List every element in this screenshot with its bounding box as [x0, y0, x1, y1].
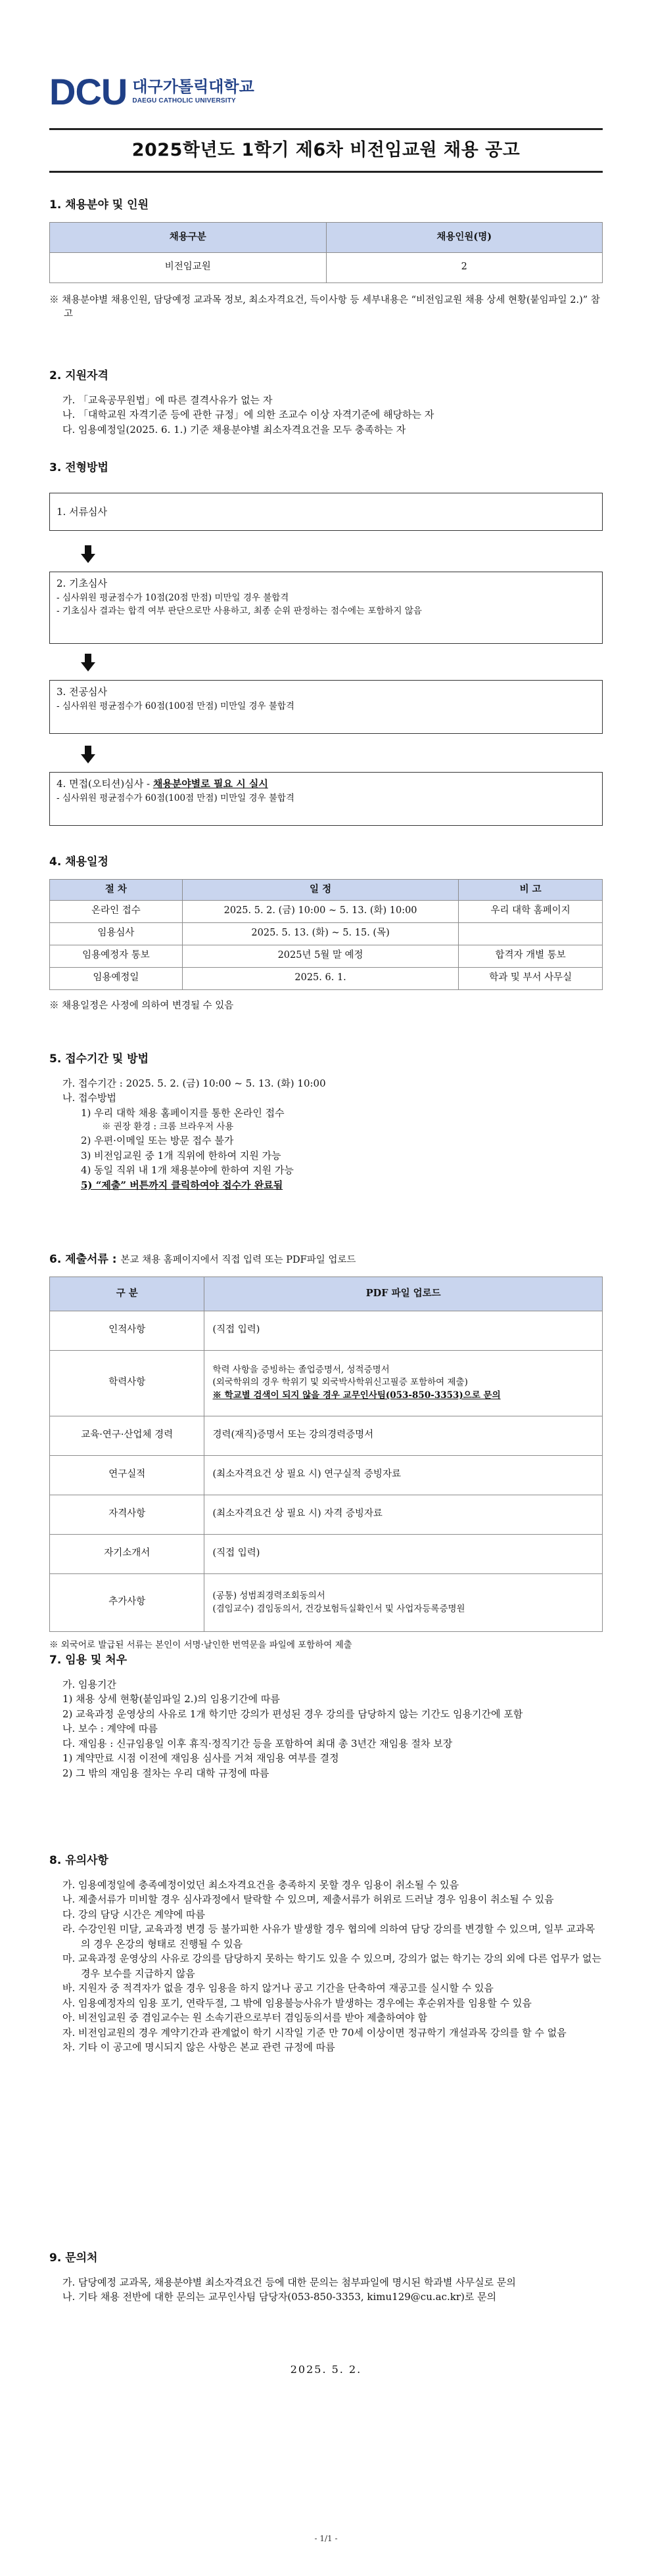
- section-heading: 3. 전형방법: [49, 461, 108, 474]
- list-item: 다. 강의 담당 시간은 계약에 따름: [62, 1908, 205, 1920]
- down-arrow-icon: [81, 746, 95, 764]
- list-item: 4) 동일 직위 내 1개 채용분야에 한하여 지원 가능: [81, 1164, 294, 1177]
- table-header: 일 정: [182, 879, 459, 900]
- logo-name-en: DAEGU CATHOLIC UNIVERSITY: [132, 97, 236, 104]
- list-item: 2) 우편·이메일 또는 방문 접수 불가: [81, 1135, 234, 1147]
- note: ※ 외국어로 발급된 서류는 본인이 서명·날인한 번역문을 파일에 포함하여 제출: [49, 1639, 352, 1650]
- section-qualifications: [49, 368, 603, 437]
- section-schedule: [49, 854, 603, 1013]
- table-cell: 자기소개서: [50, 1534, 204, 1573]
- table-cell: 추가사항: [50, 1573, 204, 1631]
- list-item: 5) “제출” 버튼까지 클릭하여야 접수가 완료됨: [81, 1179, 283, 1191]
- step-label: 4. 면접(오티션)심사 -: [57, 778, 153, 790]
- list-item: 라. 수강인원 미달, 교육과정 변경 등 불가피한 사유가 발생할 경우 협의에 의하여 담당 강의를 변경할 수 있으며, 일부 교과목의 경우 온강의 형태로 진행될 수 있음: [62, 1923, 595, 1950]
- documents-table: [49, 1277, 603, 1632]
- section-contact: [49, 2250, 603, 2305]
- list-item: 가. 임용기간: [62, 1678, 116, 1690]
- table-cell: (직접 입력): [204, 1311, 603, 1350]
- title-box: [49, 128, 603, 173]
- step-label: 2. 기초심사: [57, 577, 108, 589]
- section-recruitment-field: [49, 197, 603, 322]
- table-cell: (최소자격요건 상 필요 시) 자격 증빙자료: [204, 1495, 603, 1534]
- table-cell: (최소자격요건 상 필요 시) 연구실적 증빙자료: [204, 1455, 603, 1495]
- table-cell: 임용예정일: [50, 967, 183, 989]
- section-application: [49, 1051, 603, 1192]
- table-cell: 임용심사: [50, 922, 183, 945]
- step-label: 1. 서류심사: [57, 505, 108, 518]
- table-cell: 비전임교원: [50, 252, 327, 282]
- page-number: - 1/1 -: [314, 2534, 338, 2543]
- section-appointment: [49, 1652, 603, 1780]
- step-detail: - 심사위원 평균점수가 60점(100점 만점) 미만일 경우 불합격: [57, 792, 294, 803]
- list-item: 차. 기타 이 공고에 명시되지 않은 사항은 본교 관련 규정에 따름: [62, 2041, 335, 2053]
- list-item: 나. 「대학교원 자격기준 등에 관한 규정」에 의한 조교수 이상 자격기준에 해당하는 자: [62, 409, 434, 420]
- announcement-date: 2025. 5. 2.: [290, 2363, 362, 2376]
- section-screening: [49, 460, 603, 485]
- list-item: 나. 보수 : 계약에 따름: [62, 1723, 158, 1734]
- list-item: 3) 비전임교원 중 1개 직위에 한하여 지원 가능: [81, 1149, 281, 1162]
- logo-name-ko: 대구가톨릭대학교: [132, 78, 254, 97]
- table-cell: 자격사항: [50, 1495, 204, 1534]
- table-cell: 연구실적: [50, 1455, 204, 1495]
- list-item: 가. 「교육공무원법」에 따른 결격사유가 없는 자: [62, 394, 273, 406]
- section-documents: [49, 1252, 603, 1652]
- step-major-review: [49, 680, 603, 734]
- table-cell: 합격자 개별 통보: [459, 945, 603, 967]
- step-detail: - 기초심사 결과는 합격 여부 판단으로만 사용하고, 최종 순위 판정하는 점수에는 포함하지 않음: [57, 605, 422, 616]
- table-header: 절 차: [50, 879, 183, 900]
- table-header: PDF 파일 업로드: [204, 1277, 603, 1311]
- table-cell: 2025. 6. 1.: [182, 967, 459, 989]
- table-cell: 교육·연구·산업체 경력: [50, 1416, 204, 1455]
- list-item: 아. 비전임교원 중 겸임교수는 원 소속기관으로부터 겸임동의서를 받아 제출하여야 함: [62, 2012, 427, 2023]
- step-label: 3. 전공심사: [57, 686, 108, 698]
- table-cell: 학력사항: [50, 1350, 204, 1416]
- step-basic-review: [49, 572, 603, 644]
- list-item: 가. 담당예정 교과목, 채용분야별 최소자격요건 등에 대한 문의는 첨부파일에 명시된 학과별 사무실로 문의: [62, 2276, 516, 2288]
- section-heading: 4. 채용일정: [49, 855, 108, 869]
- schedule-table: [49, 879, 603, 990]
- list-item: 1) 채용 상세 현황(붙임파일 2.)의 임용기간에 따름: [62, 1693, 280, 1705]
- university-logo: [49, 72, 254, 112]
- cell-line: (외국학위의 경우 학위기 및 외국박사학위신고필증 포함하여 제출): [212, 1377, 468, 1388]
- list-item: 다. 재임용 : 신규임용일 이후 휴직·정직기간 등을 포함하여 최대 총 3년간 재임용 절차 보장: [62, 1737, 453, 1750]
- section-heading: 1. 채용분야 및 인원: [49, 198, 149, 212]
- table-cell: 인적사항: [50, 1311, 204, 1350]
- table-cell: 학과 및 부서 사무실: [459, 967, 603, 989]
- list-item: 바. 지원자 중 적격자가 없을 경우 임용을 하지 않거나 공고 기간을 단축하여 재공고를 실시할 수 있음: [62, 1982, 494, 1994]
- table-cell: 온라인 접수: [50, 900, 183, 922]
- recruitment-table: [49, 222, 603, 283]
- table-header: 채용인원(명): [326, 222, 603, 252]
- section-heading: 9. 문의처: [49, 2251, 98, 2265]
- list-item: 나. 제출서류가 미비할 경우 심사과정에서 탈락할 수 있으며, 제출서류가 허위로 드러날 경우 임용이 취소될 수 있음: [62, 1893, 554, 1905]
- list-item: 자. 비전임교원의 경우 계약기간과 관계없이 학기 시작일 기준 만 70세 이상이면 정규학기 개설과목 강의를 할 수 없음: [62, 2026, 567, 2039]
- down-arrow-icon: [81, 654, 95, 672]
- section-heading: 8. 유의사항: [49, 1854, 108, 1867]
- table-cell: 우리 대학 홈페이지: [459, 900, 603, 922]
- list-item: 1) 계약만료 시점 이전에 재임용 심사를 거쳐 재임용 여부를 결정: [62, 1752, 339, 1764]
- list-item: 1) 우리 대학 채용 홈페이지를 통한 온라인 접수: [81, 1106, 285, 1119]
- list-item: 나. 접수방법: [62, 1092, 116, 1104]
- step-interview: [49, 772, 603, 826]
- list-item: 마. 교육과정 운영상의 사유로 강의를 담당하지 못하는 학기도 있을 수 있으며, 강의가 없는 학기는 강의 외에 다른 업무가 없는 경우 보수를 지급하지 않음: [62, 1953, 601, 1979]
- table-cell: 2025. 5. 2. (금) 10:00 ~ 5. 13. (화) 10:00: [182, 900, 459, 922]
- table-cell: (직접 입력): [204, 1534, 603, 1573]
- step-detail: - 심사위원 평균점수가 60점(100점 만점) 미만일 경우 불합격: [57, 700, 294, 712]
- step-document-review: [49, 493, 603, 531]
- step-detail: - 심사위원 평균점수가 10점(20점 만점) 미만일 경우 불합격: [57, 592, 289, 603]
- table-cell: 2: [326, 252, 603, 282]
- page-title: 2025학년도 1학기 제6차 비전임교원 채용 공고: [131, 139, 521, 160]
- table-header: 구 분: [50, 1277, 204, 1311]
- list-note: ※ 권장 환경 : 크롬 브라우저 사용: [102, 1121, 234, 1132]
- table-cell: 2025년 5월 말 예정: [182, 945, 459, 967]
- table-cell: 임용예정자 통보: [50, 945, 183, 967]
- list-item: 가. 접수기간 : 2025. 5. 2. (금) 10:00 ~ 5. 13. (화) 10:00: [62, 1077, 326, 1089]
- list-item: 다. 임용예정일(2025. 6. 1.) 기준 채용분야별 최소자격요건을 모두 충족하는 자: [62, 423, 406, 436]
- section-heading: 5. 접수기간 및 방법: [49, 1052, 149, 1066]
- down-arrow-icon: [81, 545, 95, 564]
- cell-line: (겸임교수) 겸임동의서, 건강보험득실확인서 및 사업자등록증명원: [212, 1604, 465, 1614]
- table-header: 비 고: [459, 879, 603, 900]
- logo-mark: DCU: [49, 71, 128, 112]
- list-item: 2) 교육과정 운영상의 사유로 1개 학기만 강의가 편성된 경우 강의를 담당하지 않는 기간도 임용기간에 포함: [62, 1707, 523, 1720]
- section-heading: 6. 제출서류 :: [49, 1253, 121, 1266]
- step-emphasis: 채용분야별로 필요 시 실시: [152, 778, 268, 790]
- list-item: 2) 그 밖의 재임용 절차는 우리 대학 규정에 따름: [62, 1767, 269, 1779]
- list-item: 사. 임용예정자의 임용 포기, 연락두절, 그 밖에 임용불능사유가 발생하는 경우에는 후순위자를 임용할 수 있음: [62, 1997, 532, 2009]
- note: ※ 채용분야별 채용인원, 담당예정 교과목 정보, 최소자격요건, 득이사항 등 세부내용은 “비전임교원 채용 상세 현황(붙임파일 2.)” 참고: [49, 294, 600, 320]
- list-item: 가. 임용예정일에 충족예정이었던 최소자격요건을 충족하지 못할 경우 임용이 취소될 수 있음: [62, 1878, 459, 1891]
- cell-line: ※ 학교별 검색이 되지 않을 경우 교무인사팀(053-850-3353)으로 문의: [212, 1390, 501, 1401]
- section-notes: [49, 1853, 603, 2055]
- section-subheading: 본교 채용 홈페이지에서 직접 입력 또는 PDF파일 업로드: [120, 1255, 356, 1265]
- cell-line: 학력 사항을 증빙하는 졸업증명서, 성적증명서: [212, 1364, 390, 1375]
- section-heading: 2. 지원자격: [49, 369, 108, 382]
- section-heading: 7. 임용 및 처우: [49, 1654, 128, 1667]
- note: ※ 채용일정은 사정에 의하여 변경될 수 있음: [49, 1000, 234, 1011]
- cell-line: (공통) 성범죄경력조회동의서: [212, 1590, 325, 1601]
- table-cell: 2025. 5. 13. (화) ~ 5. 15. (목): [182, 922, 459, 945]
- table-cell: [459, 922, 603, 945]
- table-cell: 경력(재직)증명서 또는 강의경력증명서: [204, 1416, 603, 1455]
- list-item: 나. 기타 채용 전반에 대한 문의는 교무인사팀 담당자(053-850-3353, kimu129@cu.ac.kr)로 문의: [62, 2291, 497, 2303]
- table-header: 채용구분: [50, 222, 327, 252]
